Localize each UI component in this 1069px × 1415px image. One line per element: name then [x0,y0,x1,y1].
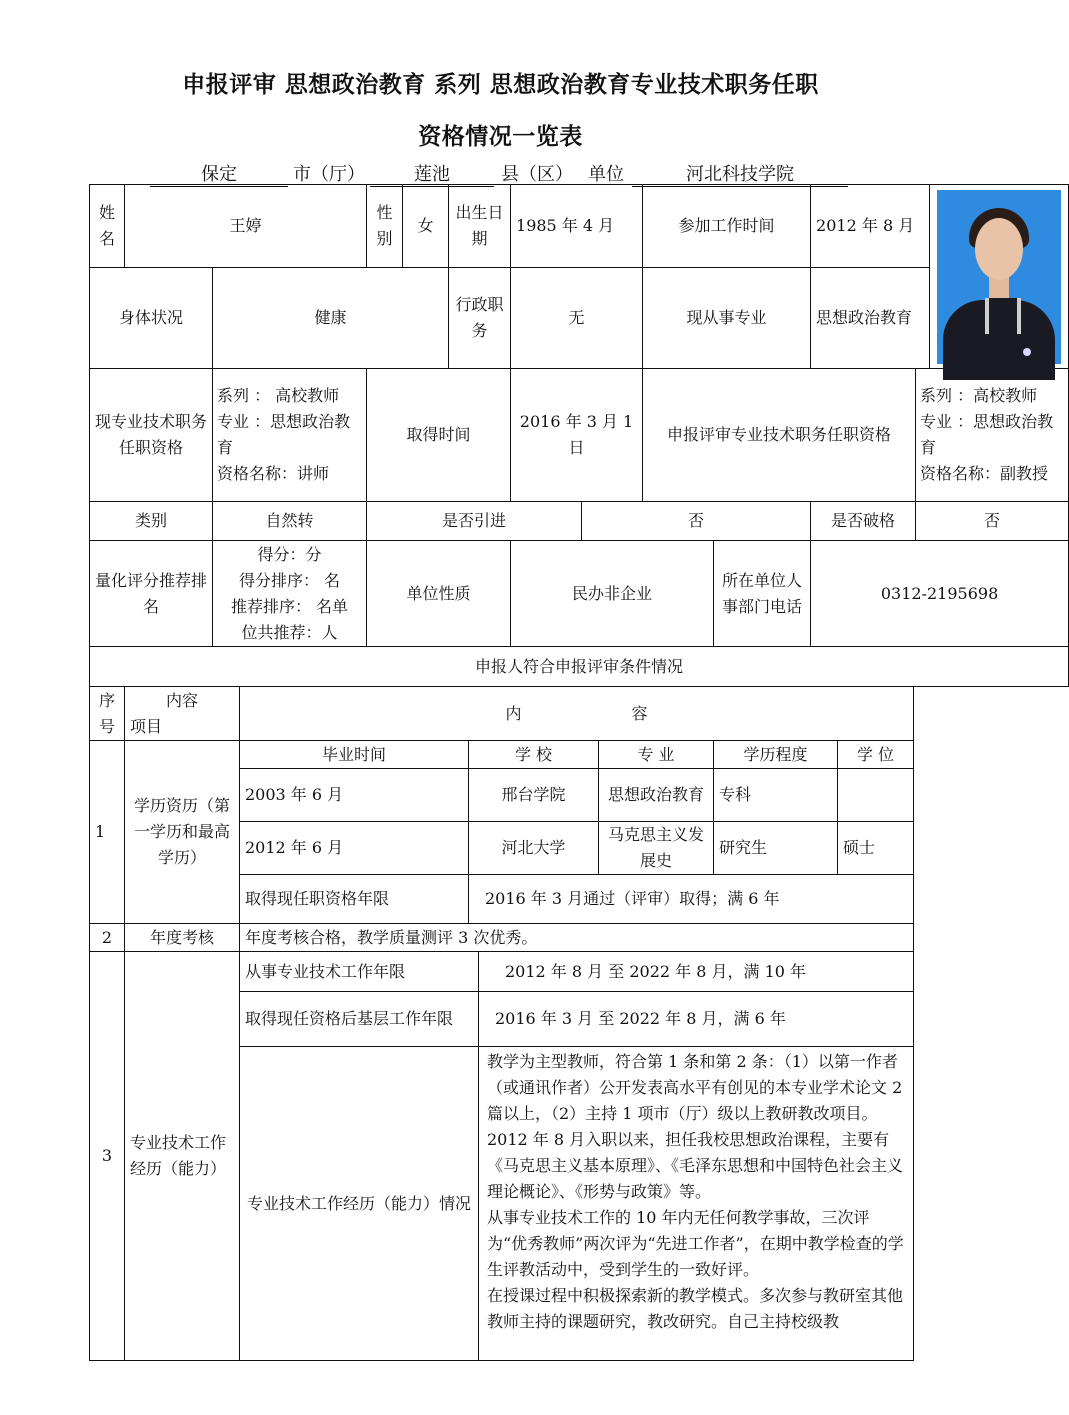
page-subtitle: 资格情况一览表 [418,124,583,150]
recommend-line: 推荐排序： 名单 [230,596,349,616]
photo-cell [930,185,1069,369]
apply-qual-label: 申报评审专业技术职务任职资格 [643,369,916,502]
no-header: 序号 [90,687,125,741]
obtain-date: 2016 年 3 月 1 日 [511,369,643,502]
edu-header-major: 专 业 [599,741,714,769]
edu-row-major: 马克思主义发展史 [599,822,714,875]
row2-content: 年度考核合格，教学质量测评 3 次优秀。 [240,924,914,952]
row2-item: 年度考核 [125,924,240,952]
health-value: 健康 [213,268,449,369]
introduced-value: 否 [582,502,811,541]
row3-item: 专业技术工作经历（能力） [125,952,240,1361]
birth-value: 1985 年 4 月 [511,185,643,268]
major-label: 现从事专业 [643,268,811,369]
edu-row-date: 2003 年 6 月 [240,769,469,822]
category-label: 类别 [90,502,213,541]
experience-label: 专业技术工作经历（能力）情况 [240,1047,479,1361]
gender-value: 女 [403,185,449,268]
apply-series: 系列 ：高校教师 [920,386,1038,405]
work-start-label: 参加工作时间 [643,185,811,268]
edu-row-date: 2012 年 6 月 [240,822,469,875]
birth-label: 出生日期 [449,185,511,268]
city-value: 保定 [150,164,288,187]
portrait-photo-icon [937,190,1061,364]
conditions-table [89,686,914,1361]
profile-table [89,184,1069,687]
unit-nature-value: 民办非企业 [511,541,714,647]
recommend-total: 位共推荐：人 [241,622,338,642]
name-value: 王婷 [125,185,367,268]
name-label: 姓名 [90,185,125,268]
county-value: 莲池 [370,164,494,187]
item-header-bottom: 项目 [130,716,163,736]
row2-no: 2 [90,924,125,952]
major-value: 思想政治教育 [811,268,930,369]
experience-content [479,1047,914,1361]
work-years-label: 从事专业技术工作年限 [240,952,479,992]
apply-qual-name: 资格名称：副教授 [920,464,1049,483]
score-line: 得分：分 [257,544,322,564]
content-header-a: 内 [505,703,522,723]
current-qual-details [213,369,367,502]
row1-item: 学历资历（第一学历和最高学历） [125,741,240,924]
base-years-value: 2016 年 3 月 至 2022 年 8 月，满 6 年 [479,992,914,1047]
unit-nature-label: 单位性质 [367,541,511,647]
gender-label: 性别 [367,185,403,268]
apply-major: 专业 ：思想政治教育 [920,412,1054,457]
base-years-label: 取得现任资格后基层工作年限 [240,992,479,1047]
edu-row-school: 邢台学院 [469,769,599,822]
current-qual-label: 现专业技术职务任职资格 [90,369,213,502]
apply-qual-details [916,369,1069,502]
row3-no: 3 [90,952,125,1361]
edu-row-school: 河北大学 [469,822,599,875]
phone-label: 所在单位人事部门电话 [714,541,811,647]
edu-row-major: 思想政治教育 [599,769,714,822]
conditions-section-title: 申报人符合申报评审条件情况 [90,647,1069,687]
work-start-value: 2012 年 8 月 [811,185,930,268]
introduced-label: 是否引进 [367,502,582,541]
edu-row-level: 研究生 [714,822,838,875]
city-suffix: 市（厅） [293,164,365,185]
admin-label: 行政职务 [449,268,511,369]
content-header [240,687,914,741]
item-header-top: 内容 [165,690,198,710]
health-label: 身体状况 [90,268,213,369]
experience-paragraph: 2012 年 8 月入职以来，担任我校思想政治课程，主要有《马克思主义基本原理》、《毛泽东思想和中国特色社会主义理论概论》、《形势与政策》等。 [487,1130,904,1201]
score-label: 量化评分推荐排名 [90,541,213,647]
edu-header-school: 学 校 [469,741,599,769]
unit-value: 河北科技学院 [632,164,848,187]
exceptional-label: 是否破格 [811,502,916,541]
qual-years-label: 取得现任职资格年限 [240,875,469,924]
obtain-label: 取得时间 [367,369,511,502]
county-suffix: 县（区） [501,164,573,185]
experience-paragraph: 教学为主型教师，符合第 1 条和第 2 条：（1）以第一作者（或通讯作者）公开发表高水平有创见的本专业学术论文 2 篇以上，（2）主持 1 项市（厅）级以上教研教改项目。 [487,1052,903,1123]
content-header-b: 容 [631,703,648,723]
current-series: 系列 ： 高校教师 [217,386,340,405]
unit-line [150,160,848,187]
edu-header-degree: 学 位 [838,741,914,769]
edu-row-degree [838,769,914,822]
category-value: 自然转 [213,502,367,541]
current-major: 专业 ：思想政治教育 [217,412,351,457]
experience-paragraph: 在授课过程中积极探索新的教学模式。多次参与教研室其他教师主持的课题研究，教改研究。自己主持校级教 [487,1286,904,1331]
edu-header-level: 学历程度 [714,741,838,769]
edu-row-level: 专科 [714,769,838,822]
exceptional-value: 否 [916,502,1069,541]
qual-years-value: 2016 年 3 月通过（评审）取得；满 6 年 [469,875,914,924]
admin-value: 无 [511,268,643,369]
phone-value: 0312-2195698 [811,541,1069,647]
unit-label: 单位 [588,164,624,185]
rank-line: 得分排序： 名 [238,570,341,590]
current-qual-name: 资格名称：讲师 [217,464,330,483]
edu-row-degree: 硕士 [838,822,914,875]
row1-no: 1 [90,741,125,924]
experience-paragraph: 从事专业技术工作的 10 年内无任何教学事故，三次评为“优秀教师”两次评为“先进工作者”，在期中教学检查的学生评教活动中，受到学生的一致好评。 [487,1208,904,1279]
edu-header-date: 毕业时间 [240,741,469,769]
page-title: 申报评审 思想政治教育 系列 思想政治教育专业技术职务任职 [182,72,819,98]
score-details [213,541,367,647]
work-years-value: 2012 年 8 月 至 2022 年 8 月，满 10 年 [479,952,914,992]
item-header [125,687,240,741]
